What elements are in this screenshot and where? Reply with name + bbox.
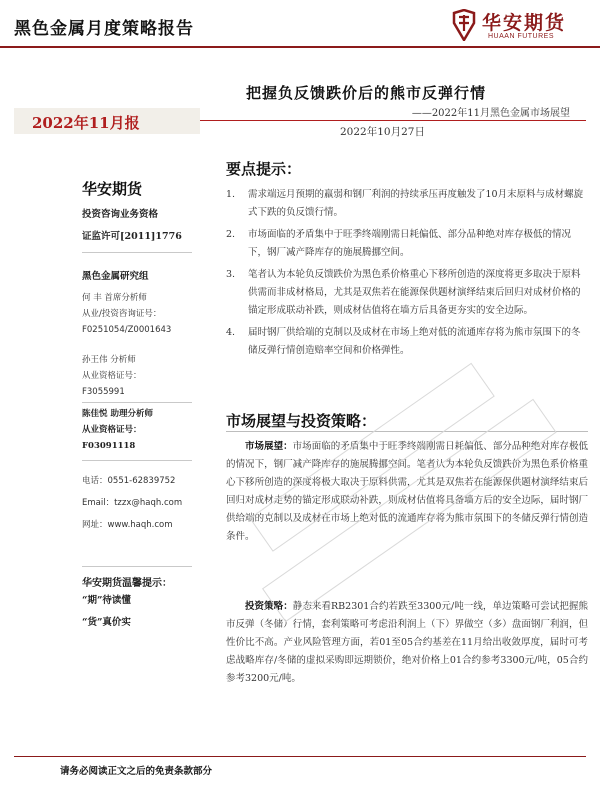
assistant-name: 陈佳悦 助理分析师 — [82, 409, 153, 419]
sidebar-company: 华安期货 — [82, 180, 143, 198]
key-points-list — [226, 186, 588, 364]
logo-text-cn: 华安期货 — [482, 12, 567, 34]
sidebar-divider — [82, 566, 192, 567]
header-divider — [0, 46, 600, 48]
analyst1-cert-no: F0251054/Z0001643 — [82, 325, 172, 335]
contact-website[interactable]: 网址：www.haqh.com — [82, 520, 173, 530]
list-item-text: 届时钢厂供给端的克制以及成材在市场上绝对低的流通库存将为熊市氛围下的冬储反弹行情创造赔率空间和价格弹性。 — [248, 327, 581, 356]
list-item-text: 笔者认为本轮负反馈跌价为黑色系价格重心下移所创造的深度将更多取决于原料供需而非成材格局，尤其是双焦若在能源保供题材演绎结束后回归对成材价格的锚定形成联动补跌，则成材估值将在墙方后具备更夯实的安全边际。 — [248, 269, 581, 316]
report-sub-title: ——2022年11月黑色金属市场展望 — [411, 108, 570, 119]
strategy-paragraph — [226, 598, 588, 688]
analyst1-card — [82, 290, 200, 338]
list-item-number: 3. — [226, 269, 236, 280]
list-item-number: 1. — [226, 189, 236, 200]
sidebar-divider — [82, 252, 192, 253]
report-month-badge-text: 2022年11月报 — [32, 114, 140, 132]
analyst2-card — [82, 352, 200, 400]
tips-list — [82, 590, 200, 634]
list-item — [226, 186, 588, 222]
analyst2-cert-no: F3055991 — [82, 387, 125, 397]
logo-text-en: HUAAN FUTURES — [488, 33, 555, 40]
contact-phone: 电话：0551-62839752 — [82, 476, 176, 486]
list-item-text: 市场面临的矛盾集中于旺季终端刚需日耗偏低、部分品种绝对库存极低的情况下，钢厂减产降库存的施展腾挪空间。 — [248, 229, 572, 258]
tips-heading: 华安期货温馨提示： — [82, 578, 172, 589]
strategy-text: 静态来看RB2301合约若跌至3300元/吨一线，单边策略可尝试把握熊市反弹（冬储）行情，套利策略可考虑沿利润上（下）界做空（多）盘面钢厂利润，但性价比不高。产业风险管理方面，若01至05合约基差在11月给出收敛厚度，届时可考虑战略库存/冬储的虚拟采购即远期锁价，绝对价格上01合约参考3300元/吨，05合约参考3200元/吨。 — [226, 601, 588, 684]
report-main-title: 把握负反馈跌价后的熊市反弹行情 — [246, 84, 487, 102]
sidebar-divider — [82, 460, 192, 461]
sidebar-license: 证监许可[2011]1776 — [82, 231, 182, 242]
footer-divider — [14, 756, 586, 757]
market-outlook-text: 市场面临的矛盾集中于旺季终端刚需日耗偏低、部分品种绝对库存极低的情况下，钢厂减产降库存的施展腾挪空间。笔者认为本轮负反馈跌价为黑色系价格重心下移所创造的深度将极大取决于原料供需，尤其是双焦若在能源保供题材演绎结束后回归对成材走势的锚定形成联动补跌，则成材估值将具备墙方后的安全边际，届时钢厂供给端的克制以及成材在市场上绝对低的流通库存将为熊市氛围下的冬储反弹行情创造条件。 — [226, 441, 588, 542]
analyst1-name: 何 丰 首席分析师 — [82, 293, 147, 303]
list-item — [226, 226, 588, 262]
market-outlook-paragraph — [226, 438, 588, 546]
list-item — [226, 266, 588, 320]
assistant-card — [82, 406, 200, 454]
report-month-badge — [14, 108, 200, 134]
title-divider — [200, 120, 586, 121]
assistant-cert-no: F03091118 — [82, 441, 136, 451]
footer-disclaimer[interactable]: 请务必阅读正文之后的免责条款部分 — [60, 766, 213, 777]
analyst1-cert-label: 从业/投资咨询证号： — [82, 309, 162, 319]
list-item-text: 需求端远月预期的羸弱和钢厂利润的持续承压再度触发了10月末原料与成材螺旋式下跌的负反馈行情。 — [248, 189, 584, 218]
list-item — [226, 324, 588, 360]
list-item-number: 4. — [226, 327, 236, 338]
sidebar-qualification: 投资咨询业务资格 — [82, 209, 159, 220]
key-points-heading: 要点提示： — [226, 160, 302, 178]
company-logo — [450, 6, 580, 46]
tip-item: “期”待读懂 — [82, 595, 131, 606]
outlook-heading: 市场展望与投资策略： — [226, 412, 377, 430]
report-series-title: 黑色金属月度策略报告 — [14, 19, 194, 39]
analyst2-cert-label: 从业资格证号： — [82, 371, 142, 381]
strategy-label: 投资策略： — [245, 601, 293, 612]
list-item-number: 2. — [226, 229, 236, 240]
assistant-cert-label: 从业资格证号： — [82, 425, 142, 435]
outlook-divider — [226, 431, 588, 432]
analyst2-name: 孙王伟 分析师 — [82, 355, 136, 365]
tip-item: “货”真价实 — [82, 617, 131, 628]
sidebar-institute: 黑色金属研究组 — [82, 271, 149, 282]
sidebar-divider — [82, 402, 192, 403]
contact-email[interactable]: Email：tzzx@haqh.com — [82, 498, 183, 508]
market-outlook-label: 市场展望： — [245, 441, 293, 452]
contact-info — [82, 470, 200, 536]
huaan-logo-icon — [450, 9, 478, 41]
report-date: 2022年10月27日 — [340, 126, 425, 138]
